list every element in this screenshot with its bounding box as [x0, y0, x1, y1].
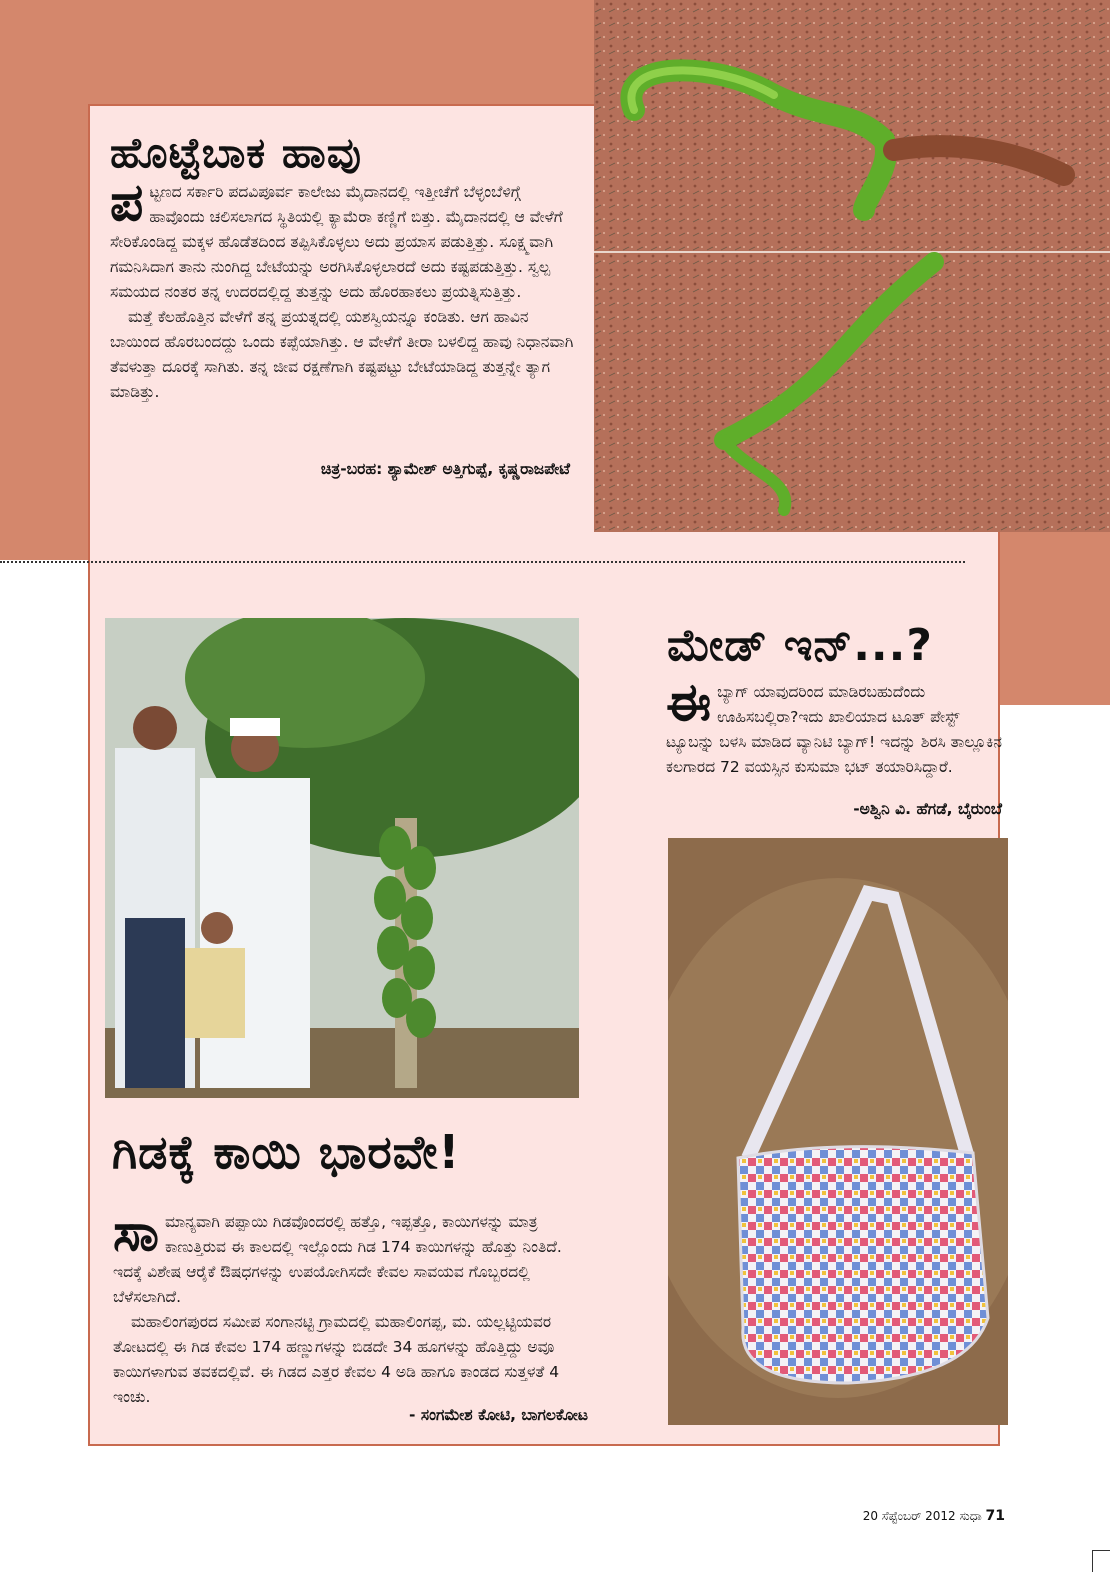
snake-headline: ಹೊಟ್ಟೆಬಾಕ ಹಾವು [110, 128, 362, 177]
made-in-paragraph: ಬ್ಯಾಗ್ ಯಾವುದರಿಂದ ಮಾಡಿರಬಹುದೆಂದು ಊಹಿಸಬಲ್ಲಿರಾ?ಇದು ಖಾಲಿಯಾದ ಟೂತ್ ಪೇಸ್ಟ್ ಟ್ಯೂಬನ್ನು ಬಳಸಿ ಮಾಡಿದ ವ್ಯಾನಿಟಿ ಬ್ಯಾಗ್! ಇದನ್ನು ಶಿರಸಿ ತಾಲ್ಲೂಕಿನ ಕಲಗಾರದ 72 ವಯಸ್ಸಿನ ಕುಸುಮಾ ಭಟ್ ತಯಾರಿಸಿದ್ದಾರೆ. [666, 683, 1003, 776]
papaya-paragraph-2: ಮಹಾಲಿಂಗಪುರದ ಸಮೀಪ ಸಂಗಾನಟ್ಟಿ ಗ್ರಾಮದಲ್ಲಿ ಮಹಾಲಿಂಗಪ್ಪ, ಮ. ಯಲ್ಲಟ್ಟಿಯವರ ತೋಟದಲ್ಲಿ ಈ ಗಿಡ ಕೇವಲ 174 ಹಣ್ಣುಗಳನ್ನು ಬಿಡದೇ 34 ಹೂಗಳನ್ನು ಹೊತ್ತಿದ್ದು ಅವೂ ಕಾಯಿಗಳಾಗುವ ತವಕದಲ್ಲಿವೆ. ಈ ಗಿಡದ ಎತ್ತರ ಕೇವಲ 4 ಅಡಿ ಹಾಗೂ ಕಾಂಡದ ಸುತ್ತಳತೆ 4 ಇಂಚು. [113, 1313, 560, 1406]
footer-date: 20 ಸೆಪ್ಟೆಂಬರ್ 2012 ಸುಧಾ [862, 1509, 982, 1523]
right-color-band [1000, 532, 1110, 705]
papaya-headline: ಗಿಡಕ್ಕೆ ಕಾಯಿ ಭಾರವೇ! [112, 1125, 461, 1179]
snake-paragraph-1: ಟ್ಟಣದ ಸರ್ಕಾರಿ ಪದವಿಪೂರ್ವ ಕಾಲೇಜು ಮೈದಾನದಲ್ಲಿ ಇತ್ತೀಚೆಗೆ ಬೆಳ್ಳಂಬೆಳಿಗ್ಗೆ ಹಾವೊಂದು ಚಲಿಸಲಾಗದ ಸ್ಥಿತಿಯಲ್ಲಿ ಕ್ಯಾಮೆರಾ ಕಣ್ಣಿಗೆ ಬಿತ್ತು. ಮೈದಾನದಲ್ಲಿ ಆ ವೇಳೆಗೆ ಸೇರಿಕೊಂಡಿದ್ದ ಮಕ್ಕಳ ಹೊಡೆತದಿಂದ ತಪ್ಪಿಸಿಕೊಳ್ಳಲು ಅದು ಪ್ರಯಾಸ ಪಡುತ್ತಿತ್ತು. ಸೂಕ್ಷ್ಮವಾಗಿ ಗಮನಿಸಿದಾಗ ತಾನು ನುಂಗಿದ್ದ ಬೇಟೆಯನ್ನು ಅರಗಿಸಿಕೊಳ್ಳಲಾರದೆ ಅದು ಕಷ್ಟಪಡುತ್ತಿತ್ತು. ಸ್ವಲ್ಪ ಸಮಯದ ನಂತರ ತನ್ನ ಉದರದಲ್ಲಿದ್ದ ತುತ್ತನ್ನು ಅದು ಹೊರಹಾಕಲು ಪ್ರಯತ್ನಿಸುತ್ತಿತ್ತು. [110, 183, 563, 301]
snake-photo [594, 0, 1110, 532]
papaya-paragraph-1: ಮಾನ್ಯವಾಗಿ ಪಪ್ಪಾಯಿ ಗಿಡವೊಂದರಲ್ಲಿ ಹತ್ತೊ, ಇಪ್ಪತ್ತೊ, ಕಾಯಿಗಳನ್ನು ಮಾತ್ರ ಕಾಣುತ್ತಿರುವ ಈ ಕಾಲದಲ್ಲಿ ಇಲ್ಲೊಂದು ಗಿಡ 174 ಕಾಯಿಗಳನ್ನು ಹೊತ್ತು ನಿಂತಿದೆ. ಇದಕ್ಕೆ ವಿಶೇಷ ಆರೈಕೆ ಔಷಧಗಳನ್ನು ಉಪಯೋಗಿಸದೇ ಕೇವಲ ಸಾವಯವ ಗೊಬ್ಬರದಲ್ಲಿ ಬೆಳೆಸಲಾಗಿದೆ. [113, 1213, 562, 1306]
made-in-byline: -ಅಶ್ವಿನಿ ವಿ. ಹೆಗಡೆ, ಬೈರುಂಬೆ [853, 800, 1002, 818]
papaya-byline: - ಸಂಗಮೇಶ ಕೋಟಿ, ಬಾಗಲಕೋಟ [409, 1406, 588, 1424]
snake-dropcap: ಪ [110, 173, 144, 233]
toothpaste-bag-photo [668, 838, 1008, 1425]
snake-article-body [110, 173, 580, 405]
papaya-dropcap: ಸಾ [113, 1203, 159, 1263]
page-number: 71 [985, 1508, 1005, 1524]
made-in-headline: ಮೇಡ್ ಇನ್...? [667, 620, 933, 671]
page-footer [840, 1508, 1005, 1524]
section-divider [0, 561, 965, 563]
papaya-article-body [113, 1203, 593, 1410]
snake-paragraph-2: ಮತ್ತೆ ಕೆಲಹೊತ್ತಿನ ವೇಳೆಗೆ ತನ್ನ ಪ್ರಯತ್ನದಲ್ಲಿ ಯಶಸ್ವಿಯನ್ನೂ ಕಂಡಿತು. ಆಗ ಹಾವಿನ ಬಾಯಿಂದ ಹೊರಬಂದದ್ದು ಒಂದು ಕಪ್ಪೆಯಾಗಿತ್ತು. ಆ ವೇಳೆಗೆ ತೀರಾ ಬಳಲಿದ್ದ ಹಾವು ನಿಧಾನವಾಗಿ ತೆವಳುತ್ತಾ ದೂರಕ್ಕೆ ಸಾಗಿತು. ತನ್ನ ಜೀವ ರಕ್ಷಣೆಗಾಗಿ ಕಷ್ಟಪಟ್ಟು ಬೇಟೆಯಾಡಿದ್ದ ತುತ್ತನ್ನೇ ತ್ಯಾಗ ಮಾಡಿತ್ತು. [110, 308, 574, 401]
crop-mark [1092, 1550, 1110, 1572]
snake-byline: ಚಿತ್ರ-ಬರಹ: ಶ್ಯಾಮೇಶ್ ಅತ್ತಿಗುಪ್ಪೆ, ಕೃಷ್ಣರಾಜಪೇಟೆ [320, 460, 570, 478]
papaya-tree-photo [105, 618, 579, 1098]
made-in-article-body [666, 673, 1003, 780]
made-in-dropcap: ಈ [666, 673, 712, 733]
